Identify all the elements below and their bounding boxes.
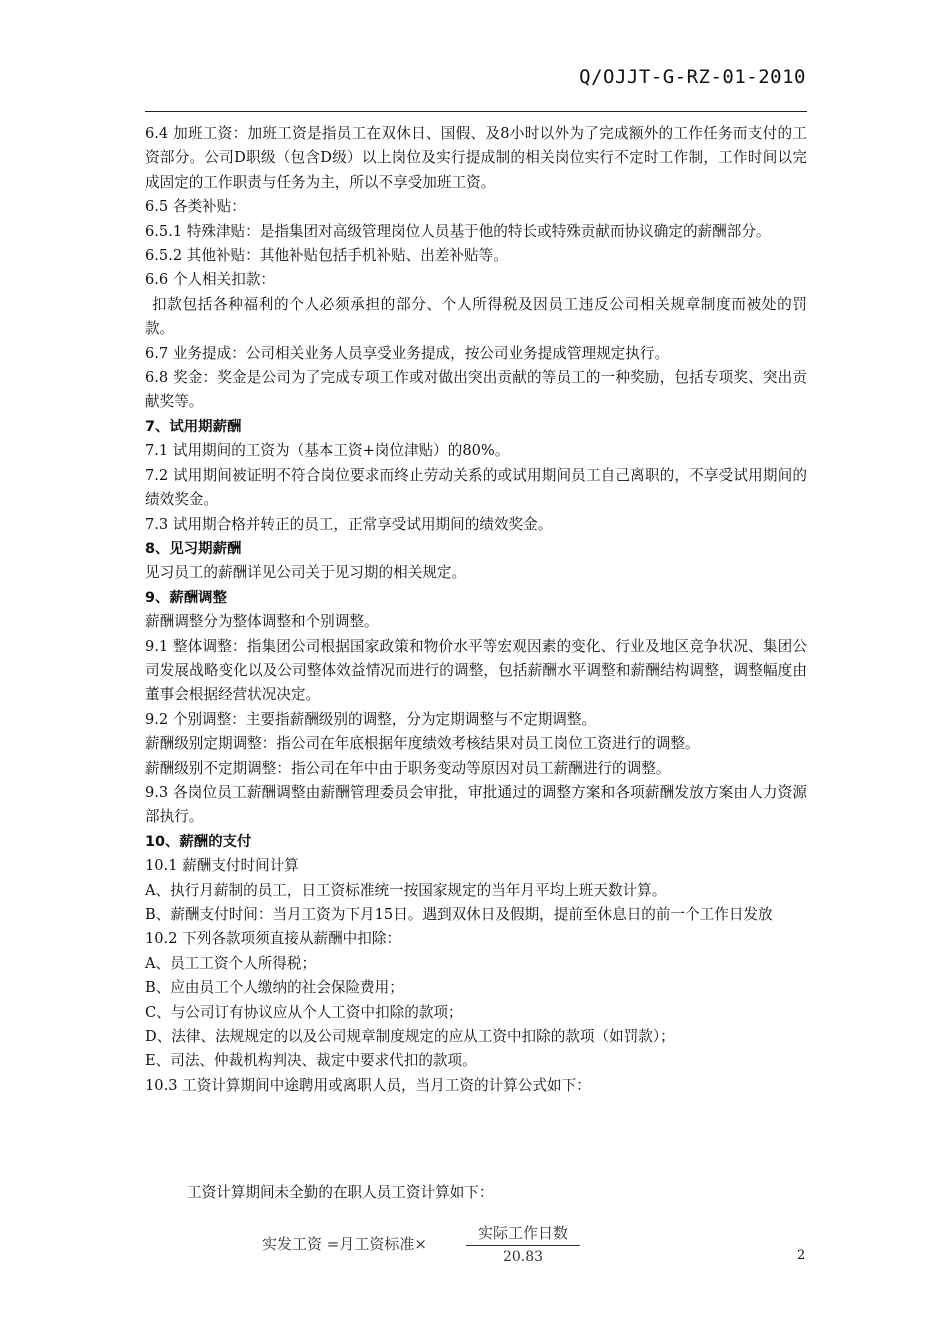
document-body bbox=[145, 122, 807, 1098]
paragraph: 9.3 各岗位员工薪酬调整由薪酬管理委员会审批，审批通过的调整方案和各项薪酬发放方案由人力资源部执行。 bbox=[145, 783, 807, 826]
section-heading: 10、薪酬的支付 bbox=[145, 833, 252, 850]
page-number: 2 bbox=[797, 1248, 806, 1263]
formula-numerator: 实际工作日数 bbox=[466, 1222, 580, 1246]
paragraph: 6.4 加班工资：加班工资是指员工在双休日、国假、及8小时以外为了完成额外的工作任务而支付的工资部分。公司D职级（包含D级）以上岗位及实行提成制的相关岗位实行不定时工作制，工作时间以完成固定的工作职责与任务为主，所以不享受加班工资。 bbox=[145, 125, 807, 191]
paragraph: 9.2 个别调整：主要指薪酬级别的调整，分为定期调整与不定期调整。 bbox=[145, 710, 597, 728]
paragraph: B、应由员工个人缴纳的社会保险费用； bbox=[145, 979, 404, 997]
paragraph: 6.6 个人相关扣款： bbox=[145, 271, 276, 289]
paragraph: B、薪酬支付时间：当月工资为下月15日。遇到双休日及假期，提前至休息日的前一个工作日发放 bbox=[145, 906, 773, 923]
formula-fraction bbox=[466, 1222, 580, 1265]
paragraph: 7.1 试用期间的工资为（基本工资+岗位津贴）的80%。 bbox=[145, 442, 510, 460]
paragraph: 7.3 试用期合格并转正的员工，正常享受试用期间的绩效奖金。 bbox=[145, 515, 553, 533]
paragraph: E、司法、仲裁机构判决、裁定中要求代扣的款项。 bbox=[145, 1052, 477, 1070]
paragraph: D、法律、法规规定的以及公司规章制度规定的应从工资中扣除的款项（如罚款）； bbox=[145, 1028, 675, 1046]
paragraph: 6.5.1 特殊津贴：是指集团对高级管理岗位人员基于他的特长或特殊贡献而协议确定的薪酬部分。 bbox=[145, 222, 771, 240]
section-heading: 7、试用期薪酬 bbox=[145, 418, 242, 435]
header-rule bbox=[145, 111, 807, 112]
paragraph: C、与公司订有协议应从个人工资中扣除的款项； bbox=[145, 1003, 463, 1021]
paragraph: 7.2 试用期间被证明不符合岗位要求而终止劳动关系的或试用期间员工自己离职的，不享受试用期间的绩效奖金。 bbox=[145, 466, 807, 509]
paragraph: 6.5 各类补贴： bbox=[145, 198, 246, 216]
paragraph: 薪酬级别不定期调整：指公司在年中由于职务变动等原因对员工薪酬进行的调整。 bbox=[145, 759, 671, 777]
paragraph: 6.5.2 其他补贴：其他补贴包括手机补贴、出差补贴等。 bbox=[145, 247, 508, 265]
paragraph: 9.1 整体调整：指集团公司根据国家政策和物价水平等宏观因素的变化、行业及地区竞争状况、集团公司发展战略变化以及公司整体效益情况而进行的调整，包括薪酬水平调整和薪酬结构调整，调整幅度由董事会根据经营状况决定。 bbox=[145, 637, 807, 704]
paragraph: 10.1 薪酬支付时间计算 bbox=[145, 857, 299, 875]
formula-denominator: 20.83 bbox=[502, 1249, 544, 1265]
paragraph: 10.2 下列各款项须直接从薪酬中扣除： bbox=[145, 930, 402, 948]
paragraph: A、执行月薪制的员工，日工资标准统一按国家规定的当年月平均上班天数计算。 bbox=[145, 881, 667, 899]
paragraph: 薪酬调整分为整体调整和个别调整。 bbox=[145, 613, 379, 631]
section-heading: 9、薪酬调整 bbox=[145, 589, 227, 606]
paragraph: 6.7 业务提成：公司相关业务人员享受业务提成，按公司业务提成管理规定执行。 bbox=[145, 344, 670, 362]
paragraph: 6.8 奖金：奖金是公司为了完成专项工作或对做出突出贡献的等员工的一种奖励，包括专项奖、突出贡献奖等。 bbox=[145, 369, 807, 411]
calculation-title: 工资计算期间未全勤的在职人员工资计算如下： bbox=[187, 1184, 494, 1201]
paragraph: 扣款包括各种福利的个人必须承担的部分、个人所得税及因员工违反公司相关规章制度而被处的罚款。 bbox=[145, 295, 807, 338]
section-heading: 8、见习期薪酬 bbox=[145, 540, 242, 557]
formula-lhs: 实发工资 =月工资标准× bbox=[262, 1235, 427, 1253]
paragraph: 10.3 工资计算期间中途聘用或离职人员，当月工资的计算公式如下： bbox=[145, 1076, 591, 1094]
document-code: Q/OJJT-G-RZ-01-2010 bbox=[579, 66, 806, 88]
paragraph: A、员工工资个人所得税； bbox=[145, 954, 317, 972]
paragraph: 薪酬级别定期调整：指公司在年底根据年度绩效考核结果对员工岗位工资进行的调整。 bbox=[145, 735, 700, 753]
paragraph: 见习员工的薪酬详见公司关于见习期的相关规定。 bbox=[145, 564, 467, 582]
